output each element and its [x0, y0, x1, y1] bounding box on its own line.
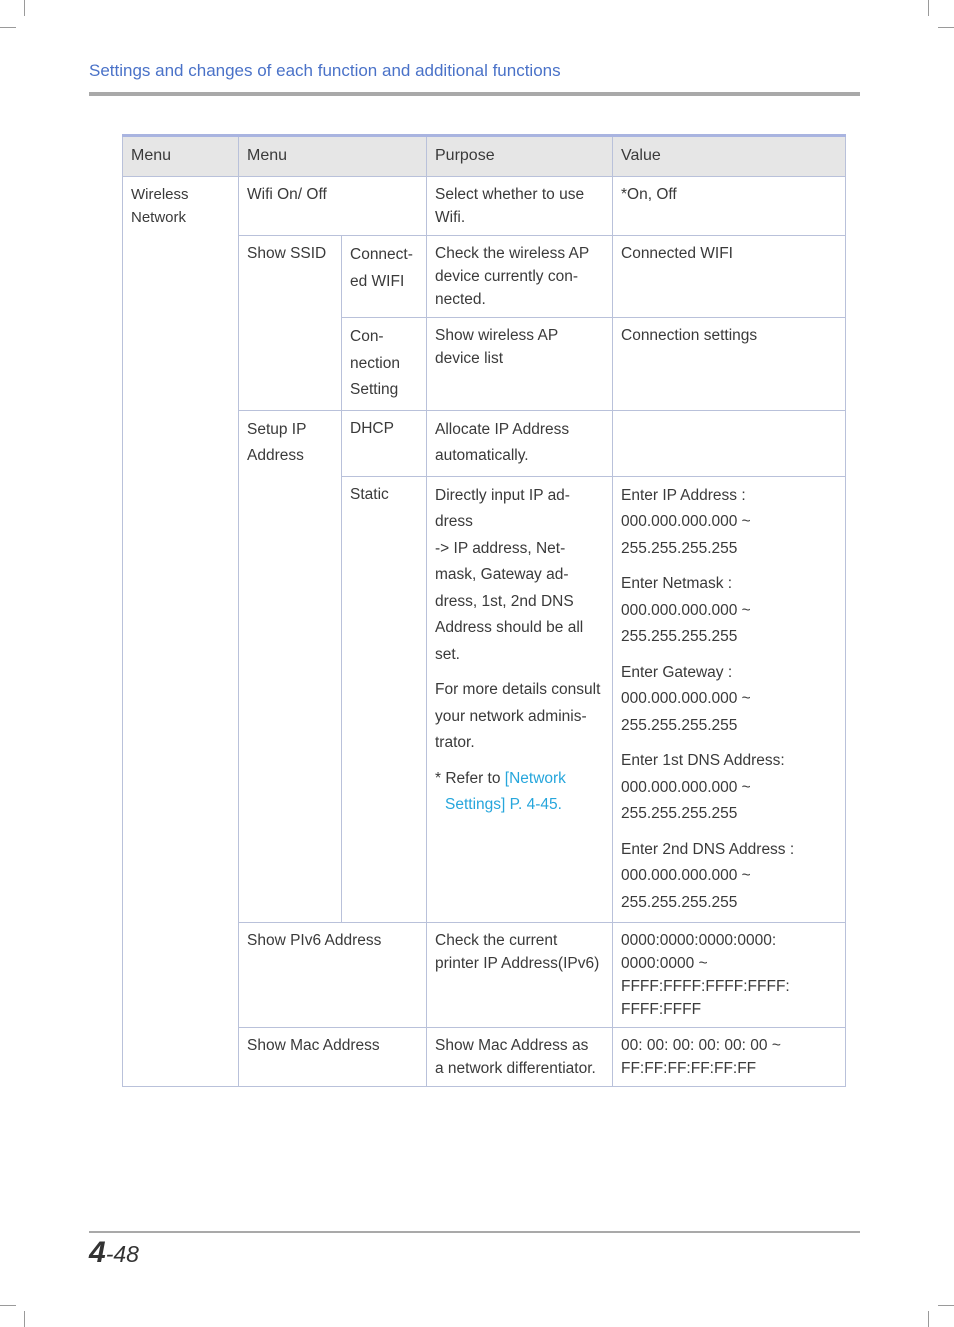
value-dns1-range: Enter 1st DNS Address: 000.000.000.000 ~ 255.255.255.255: [621, 752, 785, 822]
page-number: [89, 1236, 139, 1270]
purpose-wifi: Select whether to use Wifi.: [427, 177, 613, 236]
purpose-static: [427, 476, 613, 923]
menu-show-ssid: Show SSID: [239, 236, 342, 411]
value-connected-wifi: Connected WIFI: [613, 236, 846, 318]
submenu-dhcp: DHCP: [342, 410, 427, 476]
footer-divider: [89, 1231, 860, 1233]
crop-mark: [24, 1311, 25, 1327]
reference-prefix: * Refer to: [435, 769, 505, 787]
crop-mark: [0, 1305, 16, 1306]
value-netmask-range: Enter Netmask : 000.000.000.000 ~ 255.255.255.255: [621, 575, 751, 645]
network-settings-link-page[interactable]: Settings] P. 4-45.: [445, 796, 562, 813]
crop-mark: [938, 27, 954, 28]
value-dns2-range: Enter 2nd DNS Address : 000.000.000.000 ~ 255.255.255.255: [621, 840, 795, 911]
submenu-static: Static: [342, 476, 427, 923]
value-ip-address-range: Enter IP Address : 000.000.000.000 ~ 255.255.255.255: [621, 486, 751, 557]
crop-mark: [928, 0, 929, 16]
crop-mark: [928, 1311, 929, 1327]
submenu-connected-wifi: Connect- ed WIFI: [342, 236, 427, 318]
crop-mark: [938, 1305, 954, 1306]
value-wifi: *On, Off: [613, 177, 846, 236]
value-mac: 00: 00: 00: 00: 00: 00 ~ FF:FF:FF:FF:FF:FF: [613, 1028, 846, 1087]
menu-show-mac: Show Mac Address: [239, 1028, 427, 1087]
section-title: Settings and changes of each function and additional functions: [89, 61, 561, 80]
value-gateway-range: Enter Gateway : 000.000.000.000 ~ 255.255.255.255: [621, 663, 751, 734]
table-header-row: [123, 136, 846, 177]
header-value: Value: [613, 136, 846, 177]
purpose-static-consult: For more details consult your network adminis- trator.: [435, 681, 601, 751]
value-static: [613, 476, 846, 923]
table-row: [123, 177, 846, 236]
purpose-mac: Show Mac Address as a network differentiator.: [427, 1028, 613, 1087]
header-submenu: Menu: [239, 136, 427, 177]
purpose-dhcp: Allocate IP Address automatically.: [427, 410, 613, 476]
purpose-connection-setting: Show wireless AP device list: [427, 318, 613, 411]
network-settings-link[interactable]: [Network: [504, 769, 566, 787]
crop-mark: [0, 27, 16, 28]
menu-setup-ip-address: Setup IP Address: [239, 410, 342, 923]
value-connection-setting: Connection settings: [613, 318, 846, 411]
header-menu: Menu: [123, 136, 239, 177]
purpose-connected-wifi: Check the wireless AP device currently con- nected.: [427, 236, 613, 318]
page-index: -48: [105, 1241, 139, 1267]
crop-mark: [24, 0, 25, 16]
submenu-connection-setting: Con- nection Setting: [342, 318, 427, 411]
value-ipv6: 0000:0000:0000:0000: 0000:0000 ~ FFFF:FFFF:FFFF:FFFF: FFFF:FFFF: [613, 923, 846, 1028]
group-label-wireless-network: Wireless Network: [123, 177, 239, 1087]
header-purpose: Purpose: [427, 136, 613, 177]
chapter-number: 4: [89, 1236, 106, 1269]
reference-note: [435, 766, 604, 819]
purpose-static-instructions: Directly input IP ad- dress -> IP address, Net- mask, Gateway ad- dress, 1st, 2nd DNS Address should be all set.: [435, 486, 584, 663]
menu-show-ipv6: Show PIv6 Address: [239, 923, 427, 1028]
purpose-ipv6: Check the current printer IP Address(IPv6): [427, 923, 613, 1028]
value-dhcp: [613, 410, 846, 476]
settings-table: [122, 134, 846, 1087]
header-divider: [89, 92, 860, 96]
menu-wifi-onoff: Wifi On/ Off: [239, 177, 427, 236]
